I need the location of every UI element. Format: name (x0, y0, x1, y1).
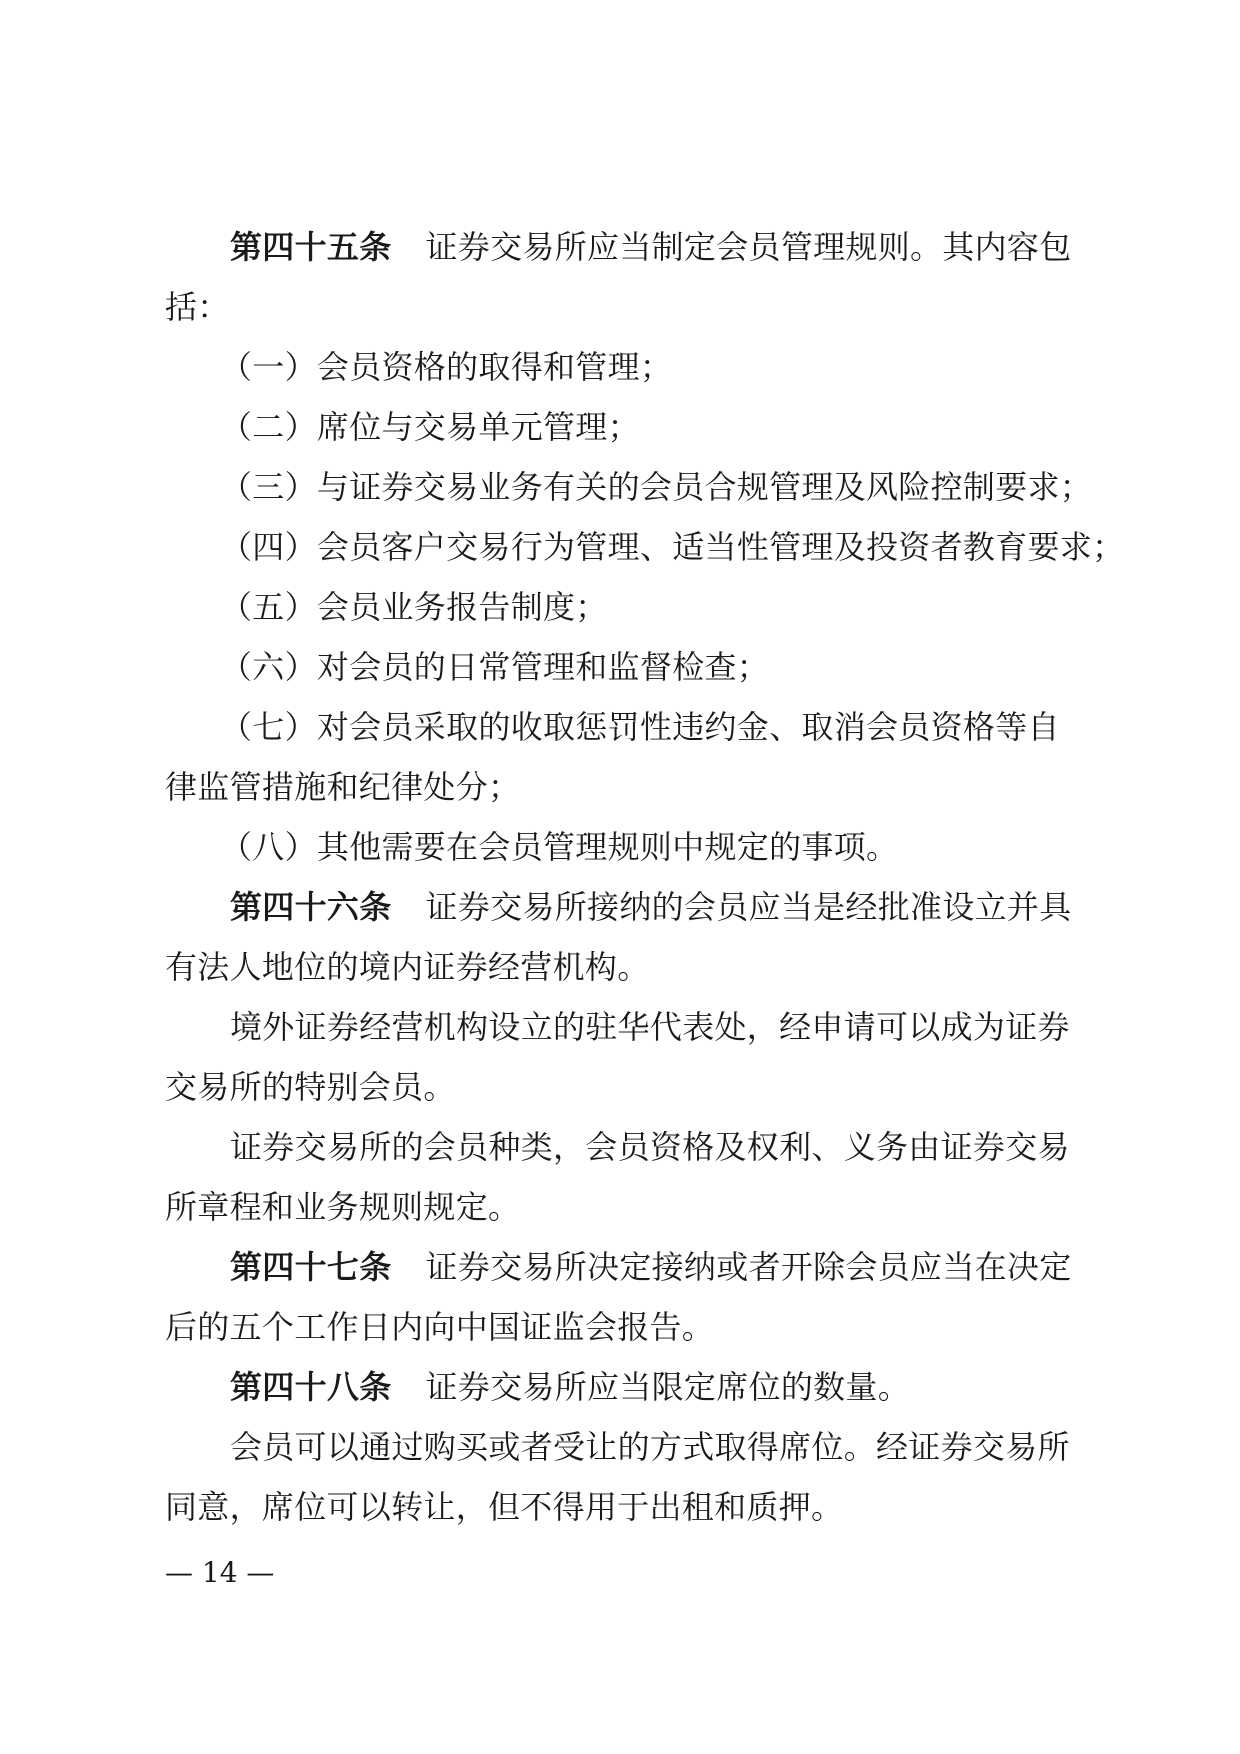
article-46-text-line1: 证券交易所接纳的会员应当是经批准设立并具 (425, 888, 1072, 926)
article-48-text-line1: 证券交易所应当限定席位的数量。 (425, 1368, 911, 1406)
page-number: — 14 — (165, 1556, 275, 1589)
article-45-first-line (230, 227, 1072, 267)
article-45-item-6: （六）对会员的日常管理和监督检查； (220, 648, 770, 686)
article-46-text-line2: 有法人地位的境内证券经营机构。 (165, 948, 650, 986)
article-45-text-line2: 括： (165, 288, 230, 326)
article-45-label: 第四十五条 (230, 228, 392, 266)
article-45-item-8: （八）其他需要在会员管理规则中规定的事项。 (220, 828, 899, 866)
article-45-item-5: （五）会员业务报告制度； (220, 588, 608, 626)
article-46-para3-line2: 所章程和业务规则规定。 (165, 1188, 521, 1226)
article-45-text-line1: 证券交易所应当制定会员管理规则。其内容包 (425, 228, 1072, 266)
article-47-first-line (230, 1247, 1072, 1287)
article-45-item-7: （七）对会员采取的收取惩罚性违约金、取消会员资格等自 (220, 708, 1060, 746)
article-48-label: 第四十八条 (230, 1368, 392, 1406)
article-46-para2-line2: 交易所的特别会员。 (165, 1068, 456, 1106)
article-46-first-line (230, 887, 1072, 927)
article-46-para3-line1: 证券交易所的会员种类，会员资格及权利、义务由证券交易 (230, 1128, 1070, 1166)
article-45-item-2: （二）席位与交易单元管理； (220, 408, 640, 446)
article-45-item-1: （一）会员资格的取得和管理； (220, 348, 673, 386)
article-47-text-line2: 后的五个工作日内向中国证监会报告。 (165, 1308, 715, 1346)
article-48-para2-line2: 同意，席位可以转让，但不得用于出租和质押。 (165, 1488, 844, 1526)
article-46-para2-line1: 境外证券经营机构设立的驻华代表处，经申请可以成为证券 (230, 1008, 1070, 1046)
article-47-text-line1: 证券交易所决定接纳或者开除会员应当在决定 (425, 1248, 1072, 1286)
article-46-label: 第四十六条 (230, 888, 392, 926)
article-45-item-7-cont: 律监管措施和纪律处分； (165, 768, 521, 806)
article-45-item-4: （四）会员客户交易行为管理、适当性管理及投资者教育要求； (220, 528, 1125, 566)
article-48-first-line (230, 1367, 910, 1407)
article-45-item-3: （三）与证券交易业务有关的会员合规管理及风险控制要求； (220, 468, 1093, 506)
article-48-para2-line1: 会员可以通过购买或者受让的方式取得席位。经证券交易所 (230, 1428, 1070, 1466)
article-47-label: 第四十七条 (230, 1248, 392, 1286)
